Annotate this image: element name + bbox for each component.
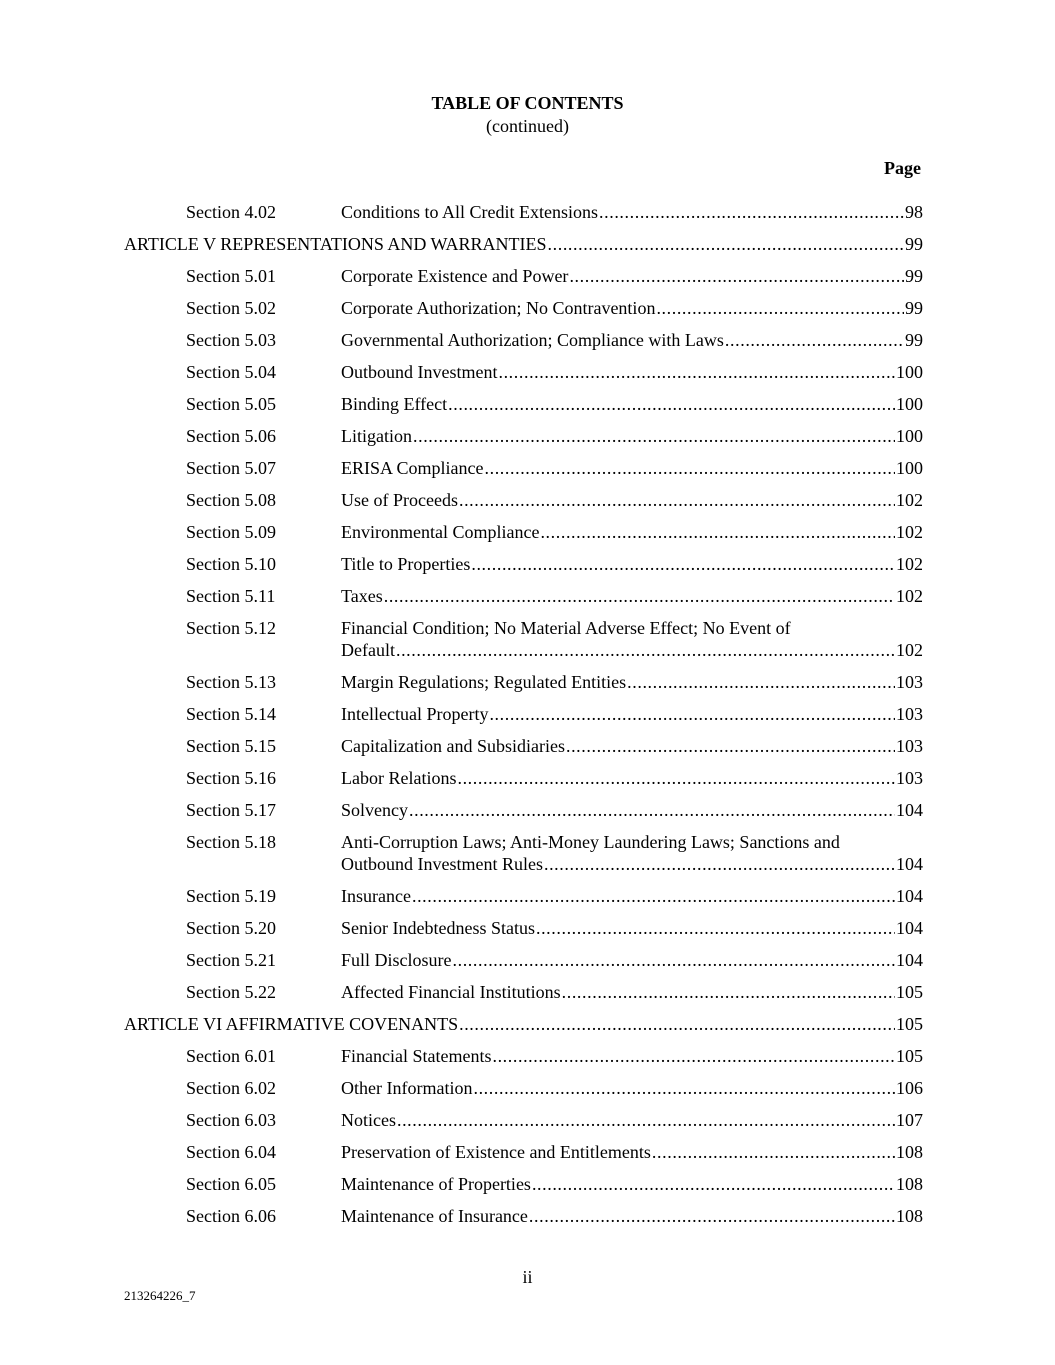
toc-entry xyxy=(341,329,923,351)
dot-leader xyxy=(412,885,895,907)
toc-entry xyxy=(341,521,923,543)
entry-title: Environmental Compliance xyxy=(341,522,540,542)
entry-title: Title to Properties xyxy=(341,554,471,574)
entry-title: Intellectual Property xyxy=(341,704,489,724)
dot-leader xyxy=(544,853,895,875)
section-number: Section 5.04 xyxy=(186,362,276,382)
entry-title: Solvency xyxy=(341,800,408,820)
section-number: Section 5.11 xyxy=(186,586,276,606)
entry-title: Outbound Investment xyxy=(341,362,498,382)
entry-page-number: 98 xyxy=(905,202,923,222)
entry-page-number: 102 xyxy=(896,490,923,510)
section-number: Section 6.04 xyxy=(186,1142,276,1162)
section-number: Section 5.18 xyxy=(186,832,276,852)
entry-page-number: 108 xyxy=(896,1142,923,1162)
dot-leader xyxy=(529,1205,895,1227)
dot-leader xyxy=(489,703,895,725)
toc-title: TABLE OF CONTENTS xyxy=(431,93,624,113)
section-number: Section 5.22 xyxy=(186,982,276,1002)
entry-page-number: 99 xyxy=(905,298,923,318)
toc-entry xyxy=(341,885,923,907)
entry-title: Default xyxy=(341,640,395,660)
dot-leader xyxy=(448,393,895,415)
toc-entry xyxy=(341,735,923,757)
section-number: Section 5.07 xyxy=(186,458,276,478)
entry-title: Corporate Existence and Power xyxy=(341,266,569,286)
toc-entry xyxy=(341,297,923,319)
dot-leader xyxy=(409,799,895,821)
toc-entry xyxy=(341,671,923,693)
section-number: Section 5.19 xyxy=(186,886,276,906)
document-id: 213264226_7 xyxy=(124,1288,196,1303)
section-number: Section 5.14 xyxy=(186,704,276,724)
section-number: Section 5.17 xyxy=(186,800,276,820)
entry-page-number: 104 xyxy=(896,918,923,938)
section-number: Section 5.08 xyxy=(186,490,276,510)
entry-page-number: 99 xyxy=(905,266,923,286)
dot-leader xyxy=(627,671,895,693)
entry-title: Capitalization and Subsidiaries xyxy=(341,736,565,756)
dot-leader xyxy=(413,425,895,447)
entry-page-number: 100 xyxy=(896,458,923,478)
section-number: Section 5.03 xyxy=(186,330,276,350)
entry-page-number: 102 xyxy=(896,640,923,660)
dot-leader xyxy=(599,201,904,223)
dot-leader xyxy=(485,457,896,479)
section-number: Section 4.02 xyxy=(186,202,276,222)
entry-title: ERISA Compliance xyxy=(341,458,484,478)
entry-title: Maintenance of Properties xyxy=(341,1174,531,1194)
toc-entry xyxy=(341,361,923,383)
dot-leader xyxy=(652,1141,895,1163)
entry-title: Litigation xyxy=(341,426,412,446)
section-number: Section 6.03 xyxy=(186,1110,276,1130)
dot-leader xyxy=(473,1077,895,1099)
dot-leader xyxy=(562,981,895,1003)
dot-leader xyxy=(569,265,904,287)
toc-entry xyxy=(341,703,923,725)
toc-entry xyxy=(341,425,923,447)
section-number: Section 5.15 xyxy=(186,736,276,756)
dot-leader xyxy=(566,735,895,757)
entry-page-number: 105 xyxy=(896,1014,923,1034)
toc-entry xyxy=(341,981,923,1003)
entry-page-number: 100 xyxy=(896,426,923,446)
toc-entry xyxy=(341,831,923,875)
page-number: ii xyxy=(522,1267,533,1287)
entry-page-number: 103 xyxy=(896,768,923,788)
page-column-header: Page xyxy=(884,158,921,178)
entry-page-number: 108 xyxy=(896,1174,923,1194)
section-number: Section 6.01 xyxy=(186,1046,276,1066)
entry-title: Governmental Authorization; Compliance with Laws xyxy=(341,330,724,350)
section-number: Section 6.06 xyxy=(186,1206,276,1226)
entry-page-number: 102 xyxy=(896,554,923,574)
article-title: ARTICLE VI AFFIRMATIVE COVENANTS xyxy=(124,1014,459,1034)
entry-title: Notices xyxy=(341,1110,396,1130)
toc-entry xyxy=(341,1077,923,1099)
toc-entry xyxy=(341,393,923,415)
toc-entry xyxy=(341,1173,923,1195)
dot-leader xyxy=(492,1045,895,1067)
article-title: ARTICLE V REPRESENTATIONS AND WARRANTIES xyxy=(124,234,547,254)
toc-entry xyxy=(341,1205,923,1227)
dot-leader xyxy=(384,585,895,607)
toc-entry xyxy=(341,201,923,223)
toc-entry xyxy=(341,265,923,287)
toc-entry xyxy=(124,1013,923,1035)
toc-entry xyxy=(341,489,923,511)
entry-title: Outbound Investment Rules xyxy=(341,854,543,874)
dot-leader xyxy=(656,297,904,319)
entry-title: Full Disclosure xyxy=(341,950,452,970)
toc-entry xyxy=(341,767,923,789)
entry-page-number: 99 xyxy=(905,234,923,254)
entry-page-number: 103 xyxy=(896,672,923,692)
entry-title: Corporate Authorization; No Contravention xyxy=(341,298,656,318)
section-number: Section 5.02 xyxy=(186,298,276,318)
dot-leader xyxy=(498,361,895,383)
entry-title: Preservation of Existence and Entitlements xyxy=(341,1142,651,1162)
entry-title: Labor Relations xyxy=(341,768,457,788)
toc-entry xyxy=(341,1141,923,1163)
section-number: Section 5.05 xyxy=(186,394,276,414)
entry-title: Affected Financial Institutions xyxy=(341,982,561,1002)
entry-page-number: 104 xyxy=(896,854,923,874)
entry-page-number: 103 xyxy=(896,704,923,724)
dot-leader xyxy=(457,767,895,789)
dot-leader xyxy=(548,233,904,255)
entry-page-number: 99 xyxy=(905,330,923,350)
entry-page-number: 105 xyxy=(896,1046,923,1066)
entry-page-number: 108 xyxy=(896,1206,923,1226)
entry-title: Conditions to All Credit Extensions xyxy=(341,202,599,222)
entry-title-line: Financial Condition; No Material Adverse Effect; No Event of xyxy=(341,618,791,638)
entry-page-number: 102 xyxy=(896,586,923,606)
entry-title: Senior Indebtedness Status xyxy=(341,918,535,938)
section-number: Section 5.06 xyxy=(186,426,276,446)
dot-leader xyxy=(397,1109,895,1131)
dot-leader xyxy=(540,521,895,543)
section-number: Section 5.20 xyxy=(186,918,276,938)
entry-title: Insurance xyxy=(341,886,411,906)
entry-title-line: Anti-Corruption Laws; Anti-Money Laundering Laws; Sanctions and xyxy=(341,832,840,852)
entry-title: Use of Proceeds xyxy=(341,490,458,510)
dot-leader xyxy=(471,553,895,575)
dot-leader xyxy=(459,1013,895,1035)
entry-title: Other Information xyxy=(341,1078,473,1098)
toc-entry xyxy=(341,799,923,821)
dot-leader xyxy=(453,949,896,971)
toc-entry xyxy=(341,617,923,661)
section-number: Section 5.10 xyxy=(186,554,276,574)
entry-title: Financial Statements xyxy=(341,1046,492,1066)
section-number: Section 5.01 xyxy=(186,266,276,286)
entry-page-number: 102 xyxy=(896,522,923,542)
entry-page-number: 103 xyxy=(896,736,923,756)
entry-page-number: 107 xyxy=(896,1110,923,1130)
toc-entry xyxy=(341,585,923,607)
entry-page-number: 100 xyxy=(896,394,923,414)
section-number: Section 5.21 xyxy=(186,950,276,970)
dot-leader xyxy=(536,917,895,939)
dot-leader xyxy=(396,639,895,661)
toc-entry xyxy=(341,457,923,479)
section-number: Section 5.16 xyxy=(186,768,276,788)
entry-page-number: 104 xyxy=(896,800,923,820)
entry-title: Maintenance of Insurance xyxy=(341,1206,528,1226)
dot-leader xyxy=(532,1173,895,1195)
section-number: Section 5.09 xyxy=(186,522,276,542)
toc-subtitle: (continued) xyxy=(486,116,569,136)
toc-entry xyxy=(341,553,923,575)
toc-entry xyxy=(341,949,923,971)
toc-entry xyxy=(341,1045,923,1067)
entry-page-number: 104 xyxy=(896,886,923,906)
entry-page-number: 100 xyxy=(896,362,923,382)
toc-entry xyxy=(341,1109,923,1131)
section-number: Section 5.12 xyxy=(186,618,276,638)
entry-page-number: 106 xyxy=(896,1078,923,1098)
toc-entry xyxy=(341,917,923,939)
section-number: Section 6.05 xyxy=(186,1174,276,1194)
entry-title: Taxes xyxy=(341,586,383,606)
dot-leader xyxy=(725,329,904,351)
entry-page-number: 105 xyxy=(896,982,923,1002)
entry-page-number: 104 xyxy=(896,950,923,970)
section-number: Section 6.02 xyxy=(186,1078,276,1098)
entry-title: Binding Effect xyxy=(341,394,448,414)
toc-entry xyxy=(124,233,923,255)
entry-title: Margin Regulations; Regulated Entities xyxy=(341,672,627,692)
section-number: Section 5.13 xyxy=(186,672,276,692)
dot-leader xyxy=(459,489,895,511)
